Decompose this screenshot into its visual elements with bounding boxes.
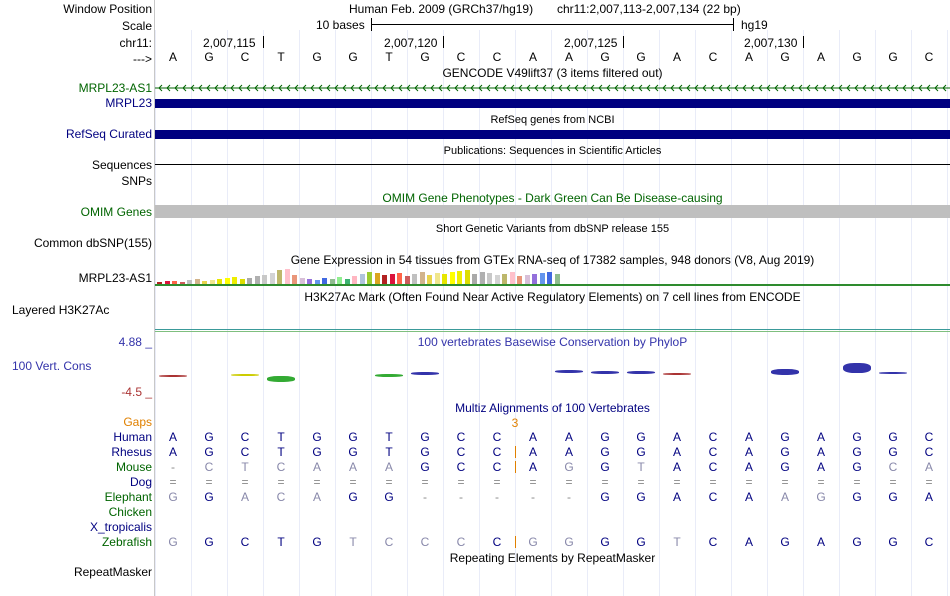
alignment-base[interactable]: A: [528, 460, 537, 474]
alignment-base[interactable]: G: [852, 445, 862, 459]
h3k27ac-line-1: [155, 329, 950, 330]
alignment-base[interactable]: T: [277, 445, 285, 459]
base-letter[interactable]: A: [744, 50, 753, 64]
alignment-base[interactable]: -: [423, 490, 427, 504]
alignment-base[interactable]: =: [709, 475, 717, 489]
alignment-base[interactable]: =: [925, 475, 933, 489]
alignment-base[interactable]: G: [600, 490, 610, 504]
alignment-base[interactable]: C: [420, 535, 430, 549]
alignment-base[interactable]: =: [529, 475, 537, 489]
gtex-tissue-bar[interactable]: [502, 274, 507, 284]
alignment-base[interactable]: A: [744, 535, 753, 549]
alignment-base[interactable]: C: [456, 445, 466, 459]
coord-label-3: 2,007,125: [564, 36, 618, 50]
alignment-base[interactable]: A: [672, 445, 681, 459]
gtex-tissue-bar[interactable]: [420, 272, 425, 284]
base-letter[interactable]: A: [528, 50, 537, 64]
conservation-glyph[interactable]: [771, 369, 799, 375]
conservation-glyph[interactable]: [843, 363, 871, 373]
base-letter[interactable]: C: [924, 50, 934, 64]
gtex-tissue-bar[interactable]: [292, 275, 297, 284]
alignment-base[interactable]: =: [781, 475, 789, 489]
window-position-label: Window Position: [63, 2, 152, 16]
coord-label-2: 2,007,120: [384, 36, 438, 50]
track-label-snps[interactable]: SNPs: [121, 174, 152, 188]
position-readout: chr11:2,007,113-2,007,134 (22 bp): [557, 2, 741, 16]
alignment-base[interactable]: =: [853, 475, 861, 489]
track-label-omim[interactable]: OMIM Genes: [80, 205, 152, 219]
alignment-base[interactable]: A: [816, 535, 825, 549]
gtex-tissue-bar[interactable]: [367, 272, 372, 284]
alignment-base[interactable]: G: [600, 445, 610, 459]
alignment-base[interactable]: A: [168, 430, 177, 444]
alignment-base[interactable]: G: [204, 490, 214, 504]
alignment-base[interactable]: G: [780, 535, 790, 549]
gtex-tissue-bar[interactable]: [427, 275, 432, 284]
alignment-base[interactable]: A: [744, 445, 753, 459]
insertion-marker[interactable]: [515, 536, 516, 548]
alignment-base[interactable]: C: [456, 535, 466, 549]
gtex-tissue-bar[interactable]: [285, 269, 290, 284]
alignment-base[interactable]: C: [204, 460, 214, 474]
alignment-base[interactable]: A: [312, 490, 321, 504]
alignment-base[interactable]: G: [204, 430, 214, 444]
alignment-base[interactable]: G: [420, 460, 430, 474]
alignment-base[interactable]: C: [492, 535, 502, 549]
alignment-base[interactable]: =: [601, 475, 609, 489]
alignment-base[interactable]: =: [457, 475, 465, 489]
alignment-base[interactable]: C: [888, 460, 898, 474]
alignment-base[interactable]: A: [564, 430, 573, 444]
alignment-base[interactable]: =: [277, 475, 285, 489]
refseq-track-title: RefSeq genes from NCBI: [490, 114, 615, 126]
base-letter[interactable]: C: [492, 50, 502, 64]
base-letter[interactable]: G: [420, 50, 430, 64]
alignment-base[interactable]: G: [780, 430, 790, 444]
cons-min-label: -4.5 _: [121, 385, 152, 399]
alignment-base[interactable]: C: [240, 430, 250, 444]
alignment-base[interactable]: T: [637, 460, 645, 474]
alignment-base[interactable]: =: [349, 475, 357, 489]
alignment-base[interactable]: A: [672, 460, 681, 474]
alignment-base[interactable]: C: [708, 445, 718, 459]
gtex-tissue-bar[interactable]: [360, 274, 365, 284]
alignment-base[interactable]: A: [816, 460, 825, 474]
gtex-tissue-bar[interactable]: [262, 275, 267, 284]
conservation-glyph[interactable]: [267, 376, 295, 382]
alignment-base[interactable]: C: [708, 460, 718, 474]
alignment-base[interactable]: G: [780, 445, 790, 459]
alignment-base[interactable]: A: [744, 490, 753, 504]
base-letter[interactable]: C: [456, 50, 466, 64]
alignment-base[interactable]: =: [385, 475, 393, 489]
species-label-zebrafish[interactable]: Zebrafish: [101, 535, 152, 549]
conservation-glyph[interactable]: [159, 375, 187, 377]
gtex-tissue-bar[interactable]: [382, 275, 387, 284]
alignment-base[interactable]: C: [384, 535, 394, 549]
gtex-tissue-bar[interactable]: [472, 274, 477, 284]
alignment-base[interactable]: G: [888, 445, 898, 459]
alignment-base[interactable]: T: [277, 430, 285, 444]
alignment-base[interactable]: G: [636, 490, 646, 504]
species-label-dog[interactable]: Dog: [129, 475, 152, 489]
gap-count[interactable]: 3: [511, 416, 519, 430]
alignment-base[interactable]: C: [240, 445, 250, 459]
omim-track-title: OMIM Gene Phenotypes - Dark Green Can Be Disease-causing: [382, 191, 723, 205]
gtex-tissue-bar[interactable]: [457, 271, 462, 284]
base-letter[interactable]: T: [277, 50, 285, 64]
alignment-base[interactable]: T: [385, 445, 393, 459]
dbsnp-track-title: Short Genetic Variants from dbSNP release 155: [435, 223, 670, 235]
conservation-logo[interactable]: [155, 360, 950, 385]
assembly-title: Human Feb. 2009 (GRCh37/hg19): [349, 2, 534, 16]
alignment-base[interactable]: A: [924, 490, 933, 504]
gtex-tissue-bar[interactable]: [232, 277, 237, 284]
gtex-tissue-bar[interactable]: [540, 273, 545, 284]
alignment-base[interactable]: C: [456, 460, 466, 474]
alignment-base[interactable]: C: [492, 445, 502, 459]
coord-label-1: 2,007,115: [203, 36, 256, 50]
alignment-base[interactable]: G: [348, 445, 358, 459]
alignment-base[interactable]: -: [495, 490, 499, 504]
alignment-base[interactable]: A: [744, 460, 753, 474]
gtex-tissue-bar[interactable]: [255, 276, 260, 284]
alignment-base[interactable]: C: [276, 490, 286, 504]
h3k27ac-track-title: H3K27Ac Mark (Often Found Near Active Regulatory Elements) on 7 cell lines from ENCODE: [304, 290, 801, 304]
track-label-sequences[interactable]: Sequences: [91, 158, 152, 172]
alignment-base[interactable]: C: [924, 535, 934, 549]
strand-arrow-label[interactable]: --->: [133, 52, 152, 66]
alignment-base[interactable]: C: [492, 430, 502, 444]
base-letter[interactable]: G: [636, 50, 646, 64]
alignment-base[interactable]: A: [528, 430, 537, 444]
cons-max-label: 4.88 _: [118, 335, 152, 349]
conservation-glyph[interactable]: [663, 373, 691, 375]
alignment-base[interactable]: G: [852, 430, 862, 444]
alignment-base[interactable]: G: [780, 460, 790, 474]
gtex-tissue-bar[interactable]: [352, 276, 357, 284]
base-letter[interactable]: G: [204, 50, 214, 64]
alignment-base[interactable]: G: [312, 535, 322, 549]
base-letter[interactable]: A: [672, 50, 681, 64]
alignment-base[interactable]: A: [816, 430, 825, 444]
coord-label-4: 2,007,130: [744, 36, 798, 50]
alignment-base[interactable]: A: [816, 445, 825, 459]
alignment-base[interactable]: G: [420, 445, 430, 459]
gencode-track-title: GENCODE V49lift37 (3 items filtered out): [442, 66, 663, 80]
alignment-base[interactable]: G: [816, 490, 826, 504]
gtex-tissue-bar[interactable]: [435, 273, 440, 284]
gtex-tissue-bar[interactable]: [375, 273, 380, 284]
alignment-base[interactable]: =: [205, 475, 213, 489]
alignment-base[interactable]: G: [168, 535, 178, 549]
mrpl23-gene-feature[interactable]: [155, 99, 950, 108]
alignment-base[interactable]: A: [168, 445, 177, 459]
gtex-tissue-bar[interactable]: [277, 270, 282, 284]
alignment-base[interactable]: A: [384, 460, 393, 474]
coord-tick-1: [263, 36, 264, 48]
conservation-glyph[interactable]: [231, 374, 259, 376]
alignment-base[interactable]: G: [852, 490, 862, 504]
alignment-base[interactable]: G: [348, 490, 358, 504]
track-label-dbsnp[interactable]: Common dbSNP(155): [33, 236, 152, 250]
scale-bar: [371, 24, 733, 25]
conservation-glyph[interactable]: [591, 371, 619, 374]
gtex-tissue-bar[interactable]: [270, 273, 275, 284]
alignment-base[interactable]: A: [744, 430, 753, 444]
species-label-xtropicalis[interactable]: X_tropicalis: [89, 520, 152, 534]
alignment-base[interactable]: =: [169, 475, 177, 489]
coord-tick-3: [623, 36, 624, 48]
alignment-base[interactable]: G: [564, 460, 574, 474]
chr-label: chr11:: [119, 36, 152, 50]
base-letter[interactable]: A: [564, 50, 573, 64]
track-label-mrpl23[interactable]: MRPL23: [105, 96, 152, 110]
alignment-base[interactable]: G: [888, 430, 898, 444]
gtex-baseline: [155, 284, 950, 286]
gtex-tissue-bar[interactable]: [450, 272, 455, 284]
gtex-tissue-bar[interactable]: [480, 272, 485, 284]
base-letter[interactable]: A: [816, 50, 825, 64]
base-letter[interactable]: G: [600, 50, 610, 64]
base-letter[interactable]: G: [780, 50, 790, 64]
alignment-base[interactable]: G: [528, 535, 538, 549]
conservation-glyph[interactable]: [375, 374, 403, 377]
gtex-expression-bars[interactable]: [155, 266, 950, 284]
gtex-tissue-bar[interactable]: [547, 272, 552, 284]
alignment-base[interactable]: -: [459, 490, 463, 504]
track-label-repeatmasker[interactable]: RepeatMasker: [73, 565, 152, 579]
conservation-glyph[interactable]: [879, 372, 907, 374]
gtex-tissue-bar[interactable]: [442, 274, 447, 284]
alignment-base[interactable]: C: [456, 430, 466, 444]
alignment-base[interactable]: =: [565, 475, 573, 489]
base-letter[interactable]: G: [888, 50, 898, 64]
alignment-base[interactable]: A: [672, 490, 681, 504]
multiz-track-title: Multiz Alignments of 100 Vertebrates: [455, 401, 650, 415]
alignment-base[interactable]: T: [673, 535, 681, 549]
coord-tick-4: [803, 36, 804, 48]
alignment-base[interactable]: G: [204, 445, 214, 459]
h3k27ac-line-2: [155, 331, 950, 332]
base-letter[interactable]: T: [385, 50, 393, 64]
coord-tick-2: [443, 36, 444, 48]
alignment-base[interactable]: T: [349, 535, 357, 549]
alignment-base[interactable]: A: [528, 445, 537, 459]
gtex-tissue-bar[interactable]: [495, 275, 500, 284]
pubs-track-title: Publications: Sequences in Scientific Articles: [443, 145, 662, 157]
db-label: hg19: [741, 18, 768, 32]
alignment-base[interactable]: -: [531, 490, 535, 504]
alignment-base[interactable]: =: [673, 475, 681, 489]
omim-gene-feature[interactable]: [155, 205, 950, 218]
base-letter[interactable]: C: [708, 50, 718, 64]
alignment-base[interactable]: =: [493, 475, 501, 489]
conservation-glyph[interactable]: [627, 371, 655, 374]
track-label-gtex[interactable]: MRPL23-AS1: [78, 271, 152, 285]
repeatmasker-track-title: Repeating Elements by RepeatMasker: [449, 551, 656, 565]
track-label-gaps[interactable]: Gaps: [123, 415, 152, 429]
alignment-base[interactable]: G: [636, 445, 646, 459]
gtex-tissue-bar[interactable]: [517, 276, 522, 284]
alignment-base[interactable]: G: [312, 445, 322, 459]
gtex-tissue-bar[interactable]: [510, 272, 515, 284]
gtex-tissue-bar[interactable]: [405, 276, 410, 284]
species-label-elephant[interactable]: Elephant: [104, 490, 152, 504]
gtex-tissue-bar[interactable]: [525, 275, 530, 284]
alignment-base[interactable]: =: [889, 475, 897, 489]
alignment-base[interactable]: -: [171, 460, 175, 474]
scale-label: Scale: [121, 19, 152, 33]
alignment-base[interactable]: G: [312, 430, 322, 444]
base-letter[interactable]: G: [312, 50, 322, 64]
alignment-base[interactable]: =: [745, 475, 753, 489]
alignment-base[interactable]: =: [817, 475, 825, 489]
mrpl23-as1-gene-feature[interactable]: [155, 83, 950, 93]
alignment-base[interactable]: G: [564, 535, 574, 549]
alignment-base[interactable]: G: [852, 535, 862, 549]
alignment-base[interactable]: C: [240, 535, 250, 549]
track-label-h3k27ac[interactable]: Layered H3K27Ac: [12, 303, 110, 317]
alignment-base[interactable]: G: [348, 430, 358, 444]
alignment-base[interactable]: G: [852, 460, 862, 474]
gtex-tissue-bar[interactable]: [487, 273, 492, 284]
scale-bar-right-tick: [733, 18, 734, 31]
alignment-base[interactable]: G: [888, 535, 898, 549]
alignment-base[interactable]: G: [636, 535, 646, 549]
alignment-base[interactable]: C: [924, 445, 934, 459]
alignment-base[interactable]: =: [637, 475, 645, 489]
alignment-base[interactable]: A: [780, 490, 789, 504]
gtex-tissue-bar[interactable]: [397, 273, 402, 284]
alignment-base[interactable]: -: [567, 490, 571, 504]
alignment-base[interactable]: C: [708, 535, 718, 549]
alignment-base[interactable]: A: [672, 430, 681, 444]
alignment-base[interactable]: A: [312, 460, 321, 474]
species-label-human[interactable]: Human: [113, 430, 152, 444]
alignment-base[interactable]: =: [241, 475, 249, 489]
alignment-base[interactable]: =: [421, 475, 429, 489]
alignment-base[interactable]: C: [492, 460, 502, 474]
gtex-tissue-bar[interactable]: [465, 270, 470, 284]
base-letter[interactable]: A: [168, 50, 177, 64]
alignment-base[interactable]: =: [313, 475, 321, 489]
alignment-base[interactable]: G: [888, 490, 898, 504]
alignment-base[interactable]: G: [168, 490, 178, 504]
alignment-base[interactable]: G: [420, 430, 430, 444]
alignment-base[interactable]: G: [600, 460, 610, 474]
conservation-glyph[interactable]: [555, 370, 583, 373]
alignment-base[interactable]: T: [241, 460, 249, 474]
track-label-panel: [0, 0, 154, 596]
refseq-gene-feature[interactable]: [155, 130, 950, 139]
alignment-base[interactable]: C: [924, 430, 934, 444]
insertion-marker[interactable]: [515, 461, 516, 473]
alignment-base[interactable]: T: [385, 430, 393, 444]
track-label-mrpl23-as1[interactable]: MRPL23-AS1: [78, 81, 152, 95]
gtex-tissue-bar[interactable]: [555, 274, 560, 284]
alignment-base[interactable]: T: [277, 535, 285, 549]
gtex-tissue-bar[interactable]: [412, 274, 417, 284]
alignment-base[interactable]: G: [204, 535, 214, 549]
insertion-marker[interactable]: [515, 446, 516, 458]
alignment-base[interactable]: C: [708, 490, 718, 504]
alignment-base[interactable]: G: [600, 535, 610, 549]
alignment-base[interactable]: A: [924, 460, 933, 474]
alignment-base[interactable]: G: [384, 490, 394, 504]
sequences-feature-line[interactable]: [155, 164, 950, 165]
alignment-base[interactable]: G: [600, 430, 610, 444]
species-label-chicken[interactable]: Chicken: [108, 505, 152, 519]
gtex-tissue-bar[interactable]: [337, 277, 342, 284]
species-label-rhesus[interactable]: Rhesus: [111, 445, 152, 459]
cons-track-title: 100 vertebrates Basewise Conservation by PhyloP: [417, 335, 688, 349]
base-letter[interactable]: G: [852, 50, 862, 64]
alignment-base[interactable]: G: [636, 430, 646, 444]
conservation-glyph[interactable]: [411, 372, 439, 375]
gtex-tissue-bar[interactable]: [532, 274, 537, 284]
gtex-track-title: Gene Expression in 54 tissues from GTEx RNA-seq of 17382 samples, 948 donors (V8, Aug 2019): [290, 253, 815, 267]
scale-text: 10 bases: [316, 18, 365, 32]
base-letter[interactable]: G: [348, 50, 358, 64]
alignment-base[interactable]: A: [348, 460, 357, 474]
species-label-mouse[interactable]: Mouse: [115, 460, 152, 474]
track-label-refseq[interactable]: RefSeq Curated: [65, 127, 152, 141]
base-letter[interactable]: C: [240, 50, 250, 64]
alignment-base[interactable]: A: [564, 445, 573, 459]
alignment-base[interactable]: A: [240, 490, 249, 504]
track-image-panel[interactable]: [155, 0, 950, 596]
alignment-base[interactable]: C: [276, 460, 286, 474]
alignment-base[interactable]: C: [708, 430, 718, 444]
gtex-tissue-bar[interactable]: [390, 274, 395, 284]
track-label-cons[interactable]: 100 Vert. Cons: [12, 359, 92, 373]
